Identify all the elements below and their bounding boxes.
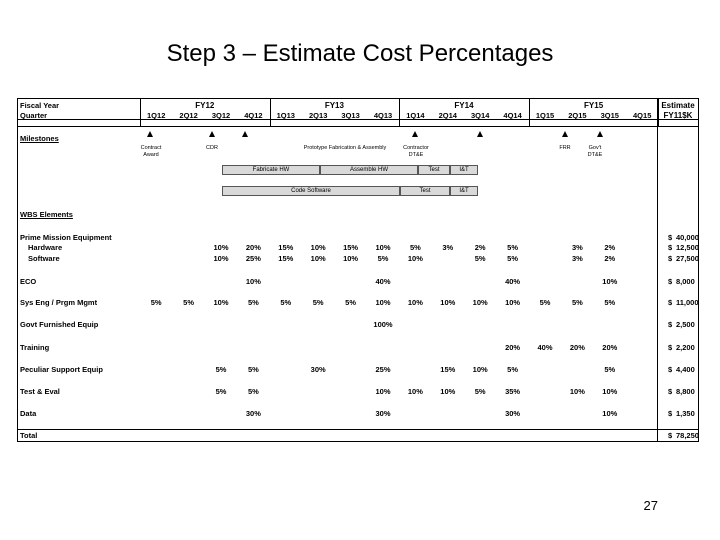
quarter-header: 1Q13	[276, 111, 295, 120]
bar-test: Test	[400, 186, 450, 196]
milestone-marker	[147, 131, 153, 137]
milestone-marker	[597, 131, 603, 137]
quarter-header: 3Q12	[211, 111, 231, 120]
quarter-header: 1Q14	[406, 111, 425, 120]
percent-cell: 25%	[375, 365, 391, 374]
bar-assemble: Assemble HW	[320, 165, 418, 175]
quarter-header: 3Q14	[471, 111, 490, 120]
bar-label: Prototype Fabrication & Assembly	[303, 145, 387, 151]
bar-test: Test	[418, 165, 450, 175]
percent-cell: 100%	[373, 320, 393, 329]
percent-cell: 30%	[310, 365, 326, 374]
percent-cell: 5%	[280, 298, 292, 307]
percent-cell: 30%	[245, 409, 261, 418]
percent-cell: 20%	[505, 343, 521, 352]
percent-cell: 5%	[539, 298, 551, 307]
percent-cell: 5%	[183, 298, 195, 307]
wbs-row-label: Training	[20, 343, 50, 352]
percent-cell: 10%	[213, 243, 229, 252]
bar-it: I&T	[450, 186, 478, 196]
estimate-unit: FY11$K	[663, 111, 693, 120]
percent-cell: 15%	[440, 365, 456, 374]
milestone-label: FRR	[559, 145, 571, 151]
percent-cell: 5%	[247, 387, 259, 396]
milestone-marker	[477, 131, 483, 137]
percent-cell: 10%	[245, 277, 261, 286]
percent-cell: 5%	[571, 298, 583, 307]
percent-cell: 2%	[474, 243, 486, 252]
percent-cell: 2%	[604, 254, 616, 263]
percent-cell: 35%	[505, 387, 521, 396]
milestones-label: Milestones	[20, 134, 59, 143]
percent-cell: 5%	[215, 387, 227, 396]
percent-cell: 20%	[602, 343, 618, 352]
percent-cell: 10%	[310, 254, 326, 263]
percent-cell: 10%	[602, 277, 618, 286]
percent-cell: 40%	[375, 277, 391, 286]
bar-it: I&T	[450, 165, 478, 175]
percent-cell: 15%	[278, 243, 294, 252]
percent-cell: 10%	[472, 365, 488, 374]
quarter-header: 2Q15	[568, 111, 587, 120]
wbs-row-label: Prime Mission Equipment	[20, 233, 112, 242]
percent-cell: 5%	[377, 254, 389, 263]
milestone-marker	[562, 131, 568, 137]
percent-cell: 10%	[407, 254, 423, 263]
percent-cell: 15%	[343, 243, 359, 252]
quarter-rule	[17, 126, 699, 127]
percent-cell: 20%	[245, 243, 261, 252]
quarter-header: 2Q12	[179, 111, 198, 120]
percent-cell: 5%	[507, 243, 519, 252]
percent-cell: 3%	[442, 243, 454, 252]
quarter-header: 1Q15	[535, 111, 555, 120]
year-header: FY12	[195, 101, 215, 110]
year-header: FY14	[454, 101, 474, 110]
quarter-header: 4Q14	[503, 111, 522, 120]
year-header: FY15	[584, 101, 604, 110]
milestone-marker	[412, 131, 418, 137]
year-header: FY13	[324, 101, 344, 110]
wbs-row-label: Total	[20, 431, 38, 440]
wbs-label: WBS Elements	[20, 210, 73, 219]
percent-cell: 10%	[569, 387, 585, 396]
wbs-row-label: Test & Eval	[20, 387, 60, 396]
percent-cell: 3%	[571, 243, 583, 252]
percent-cell: 10%	[375, 243, 391, 252]
wbs-row-label: ECO	[20, 277, 37, 286]
quarter-header: 4Q12	[244, 111, 263, 120]
quarter-header: 2Q14	[438, 111, 457, 120]
percent-cell: 10%	[407, 298, 423, 307]
percent-cell: 20%	[569, 343, 585, 352]
milestone-marker	[242, 131, 248, 137]
percent-cell: 10%	[375, 387, 391, 396]
fiscal-year-label: Fiscal Year	[20, 101, 60, 110]
estimate-divider	[657, 98, 658, 442]
quarter-header: 4Q13	[373, 111, 393, 120]
estimate-header: Estimate	[661, 101, 695, 110]
percent-cell: 10%	[213, 254, 229, 263]
wbs-row-label: Sys Eng / Prgm Mgmt	[20, 298, 98, 307]
wbs-row-label: Data	[20, 409, 37, 418]
percent-cell: 5%	[604, 298, 616, 307]
percent-cell: 5%	[507, 365, 519, 374]
percent-cell: 5%	[247, 298, 259, 307]
percent-cell: 5%	[474, 387, 486, 396]
percent-cell: 5%	[507, 254, 519, 263]
percent-cell: 5%	[604, 365, 616, 374]
bar-fabricate: Fabricate HW	[222, 165, 320, 175]
percent-cell: 10%	[213, 298, 229, 307]
percent-cell: 5%	[345, 298, 357, 307]
milestone-label: CDR	[206, 145, 218, 151]
percent-cell: 3%	[571, 254, 583, 263]
quarter-header: 3Q13	[341, 111, 360, 120]
percent-cell: 30%	[375, 409, 391, 418]
bar-code: Code Software	[222, 186, 400, 196]
percent-cell: 5%	[215, 365, 227, 374]
percent-cell: 10%	[440, 387, 456, 396]
quarter-header: 3Q15	[600, 111, 619, 120]
percent-cell: 10%	[375, 298, 391, 307]
percent-cell: 10%	[505, 298, 521, 307]
milestone-label: Contractor DT&E	[403, 145, 429, 158]
percent-cell: 10%	[343, 254, 359, 263]
wbs-row-label: Govt Furnished Equip	[20, 320, 99, 329]
percent-cell: 5%	[312, 298, 324, 307]
percent-cell: 10%	[602, 387, 618, 396]
quarter-header: 4Q15	[633, 111, 652, 120]
page-number: 27	[643, 498, 658, 513]
percent-cell: 2%	[604, 243, 616, 252]
percent-cell: 10%	[407, 387, 423, 396]
percent-cell: 5%	[474, 254, 486, 263]
wbs-row-label: Software	[28, 254, 60, 263]
page-title: Step 3 – Estimate Cost Percentages	[166, 40, 554, 67]
wbs-row-label: Hardware	[28, 243, 63, 252]
total-rule	[17, 429, 699, 430]
percent-cell: 40%	[505, 277, 521, 286]
percent-cell: 10%	[602, 409, 618, 418]
percent-cell: 10%	[310, 243, 326, 252]
percent-cell: 10%	[440, 298, 456, 307]
wbs-row-label: Peculiar Support Equip	[20, 365, 103, 374]
quarter-header: 2Q13	[309, 111, 328, 120]
milestone-label: Contract Award	[140, 145, 162, 158]
percent-cell: 15%	[278, 254, 294, 263]
milestone-label: Gov't DT&E	[587, 145, 603, 158]
percent-cell: 40%	[537, 343, 553, 352]
quarter-label: Quarter	[20, 111, 48, 120]
percent-cell: 5%	[150, 298, 162, 307]
percent-cell: 25%	[245, 254, 261, 263]
quarter-header: 1Q12	[147, 111, 166, 120]
percent-cell: 5%	[409, 243, 421, 252]
percent-cell: 10%	[472, 298, 488, 307]
percent-cell: 30%	[505, 409, 521, 418]
milestone-marker	[209, 131, 215, 137]
percent-cell: 5%	[247, 365, 259, 374]
